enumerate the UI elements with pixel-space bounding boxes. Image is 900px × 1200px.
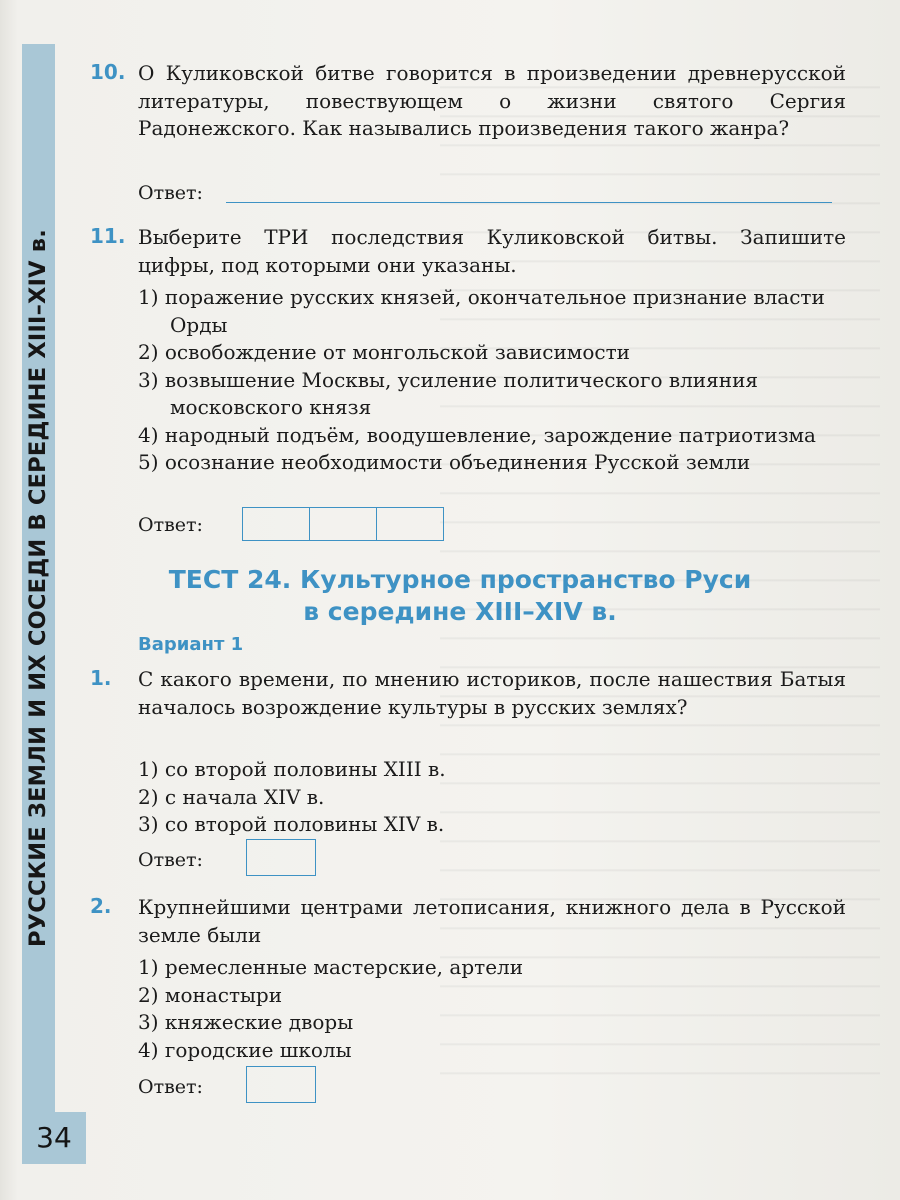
option-3: 3) княжеские дворы: [138, 1010, 354, 1034]
option-4: 4) городские школы: [138, 1037, 352, 1062]
answer-10: [138, 182, 203, 204]
option-2: 2) монастыри: [138, 982, 283, 1007]
question-text: Крупнейшими центрами летописания, книжного дела в Русской земле были: [138, 895, 846, 947]
test-title-line-2: в середине XIII–XIV в.: [303, 597, 617, 626]
answer-cell-2[interactable]: [309, 507, 377, 541]
options-list: [138, 954, 850, 1064]
answer-label: Ответ:: [138, 1076, 203, 1098]
option-1: 1) ремесленные мастерские, артели: [138, 955, 524, 979]
question-text: Выберите ТРИ последствия Куликовской битвы. Запишите цифры, под которыми они указаны.: [138, 225, 846, 277]
answer-label: Ответ:: [138, 849, 203, 871]
question-number: 2.: [90, 894, 112, 918]
answer-box[interactable]: [246, 839, 316, 876]
question-number: 11.: [90, 224, 126, 248]
answer-box[interactable]: [246, 1066, 316, 1103]
question-number: 1.: [90, 666, 112, 690]
test-title: [140, 564, 780, 628]
option-1: 1) со второй половины XIII в.: [138, 757, 446, 781]
answer-label: Ответ:: [138, 182, 203, 204]
page-number-box: [22, 1112, 86, 1164]
page-number: 34: [36, 1121, 72, 1154]
answer-test-2: [138, 1076, 203, 1098]
answer-11: [138, 514, 203, 536]
section-title: РУССКИЕ ЗЕМЛИ И ИХ СОСЕДИ В СЕРЕДИНЕ XIII–XIV в.: [25, 229, 51, 947]
option-5: 5) осознание необходимости объединения Русской земли: [138, 450, 751, 474]
answer-cell-1[interactable]: [242, 507, 310, 541]
question-text: О Куликовской битве говорится в произведении древнерусской литературы, повествующем о жизни святого Сергия Радонежского. Как назывались произведения такого жанра?: [138, 61, 846, 140]
option-3: 3) возвышение Москвы, усиление политического влияния московского князя: [138, 367, 759, 419]
test-title-line-1: ТЕСТ 24. Культурное пространство Руси: [168, 565, 752, 594]
option-2: 2) освобождение от монгольской зависимости: [138, 340, 630, 364]
question-text: С какого времени, по мнению историков, после нашествия Батыя началось возрождение культуры в русских землях?: [138, 667, 846, 719]
answer-test-1: [138, 849, 203, 871]
option-2: 2) с начала XIV в.: [138, 784, 325, 809]
option-1: 1) поражение русских князей, окончательное признание власти Орды: [138, 285, 825, 337]
variant-heading: Вариант 1: [138, 634, 244, 655]
option-4: 4) народный подъём, воодушевление, зарождение патриотизма: [138, 422, 816, 447]
options-list: [138, 756, 850, 839]
answer-line-input[interactable]: [226, 202, 832, 204]
option-3: 3) со второй половины XIV в.: [138, 812, 445, 836]
options-list: [138, 284, 850, 477]
answer-label: Ответ:: [138, 514, 203, 536]
answer-cell-3[interactable]: [376, 507, 444, 541]
question-number: 10.: [90, 60, 126, 84]
